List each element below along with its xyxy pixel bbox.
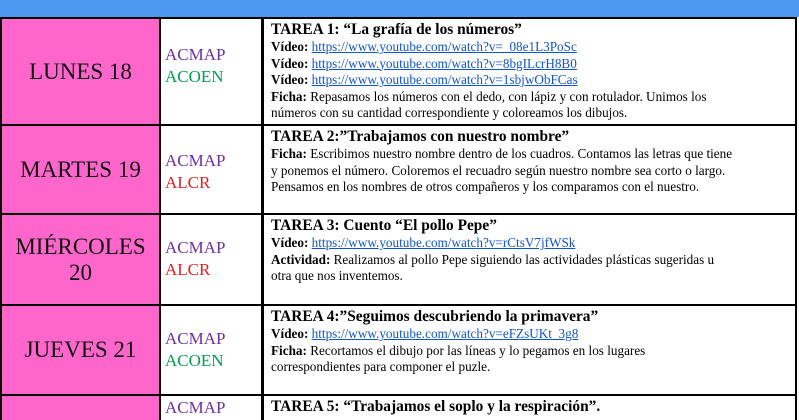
video-line [271, 39, 791, 56]
ficha-text: Pensamos en los nombres de otros compañeros y los comparamos con el nuestro. [271, 179, 700, 195]
ficha-label: Ficha: [271, 342, 307, 358]
ficha-text: Repasamos los números con el dedo, con lápiz y con rotulador. Unimos los [310, 88, 707, 104]
ficha-line [271, 89, 791, 106]
task-cell [271, 21, 791, 122]
video-line [271, 72, 791, 89]
video-label: Vídeo: [271, 235, 309, 250]
actividad-line [271, 252, 791, 269]
areas-cell [165, 397, 258, 419]
task-title: TAREA 5: “Trabajamos el soplo y la respiración”. [271, 398, 601, 415]
task-title: TAREA 1: “La grafía de los números” [271, 21, 522, 38]
ficha-label: Ficha: [271, 88, 307, 104]
day-number: 20 [69, 259, 92, 285]
area-acmap: ACMAP [165, 151, 226, 170]
video-label: Vídeo: [271, 55, 309, 71]
day-cell-lunes [2, 19, 159, 124]
day-cell-miercoles [2, 215, 159, 304]
actividad-text: otra que nos inventemos. [271, 268, 403, 284]
areas-cell [165, 328, 258, 372]
actividad-label: Actividad: [271, 251, 331, 267]
area-acmap: ACMAP [165, 238, 226, 257]
video-label: Vídeo: [271, 39, 309, 54]
day-cell-jueves [2, 306, 159, 394]
video-line [271, 326, 791, 343]
column-divider-2 [261, 17, 264, 420]
table-border-right [795, 17, 797, 420]
video-link[interactable]: https://www.youtube.com/watch?v=8bgILcrH8B0 [311, 55, 577, 71]
video-link[interactable]: https://www.youtube.com/watch?v=_08e1L3PoSc [311, 39, 577, 54]
actividad-text: Realizamos al pollo Pepe siguiendo las actividades plásticas sugeridas u [333, 251, 715, 267]
area-acmap: ACMAP [165, 398, 226, 417]
column-divider-1 [159, 17, 161, 420]
video-link[interactable]: https://www.youtube.com/watch?v=rCtsV7jfWSk [311, 235, 576, 250]
area-alcr: ALCR [165, 260, 211, 279]
area-alcr: ALCR [165, 173, 211, 192]
video-label: Vídeo: [271, 326, 309, 341]
day-cell [2, 396, 159, 420]
task-title: TAREA 4:”Seguimos descubriendo la primavera” [271, 308, 599, 325]
area-acmap: ACMAP [165, 329, 226, 348]
day-cell-martes [2, 126, 159, 213]
video-line [271, 235, 791, 252]
ficha-text: números con su cantidad correspondiente y coloreamos los dibujos. [271, 105, 628, 121]
area-acoen: ACOEN [165, 67, 224, 86]
area-acoen: ACOEN [165, 351, 224, 370]
ficha-line [271, 146, 791, 163]
video-label: Vídeo: [271, 72, 309, 88]
header-band [0, 0, 799, 17]
day-label: MARTES 19 [20, 156, 141, 182]
areas-cell [165, 237, 258, 281]
ficha-text: correspondientes para componer el puzle. [271, 359, 491, 375]
task-title: TAREA 2:”Trabajamos con nuestro nombre” [271, 128, 570, 145]
area-acmap: ACMAP [165, 45, 226, 64]
video-link[interactable]: https://www.youtube.com/watch?v=1sbjwObFCas [311, 72, 578, 88]
task-cell [271, 308, 791, 376]
ficha-text: y ponemos el número. Coloremos el recuadro según nuestro nombre sea corto o largo. [271, 162, 726, 178]
day-label: LUNES 18 [29, 58, 132, 84]
video-link[interactable]: https://www.youtube.com/watch?v=eFZsUKt_3g8 [311, 326, 579, 341]
task-cell [271, 128, 791, 196]
ficha-text: Escribimos nuestro nombre dentro de los cuadros. Contamos las letras que tiene [310, 146, 733, 161]
task-cell [271, 217, 791, 285]
task-title: TAREA 3: Cuento “El pollo Pepe” [271, 217, 497, 234]
areas-cell [165, 44, 258, 88]
video-line [271, 56, 791, 73]
ficha-label: Ficha: [271, 146, 307, 161]
task-cell [271, 398, 791, 416]
areas-cell [165, 150, 258, 194]
day-label: JUEVES 21 [24, 337, 137, 362]
ficha-text: Recortamos el dibujo por las líneas y lo pegamos en los lugares [310, 342, 646, 358]
day-label: MIÉRCOLES [15, 233, 146, 259]
ficha-line [271, 343, 791, 360]
